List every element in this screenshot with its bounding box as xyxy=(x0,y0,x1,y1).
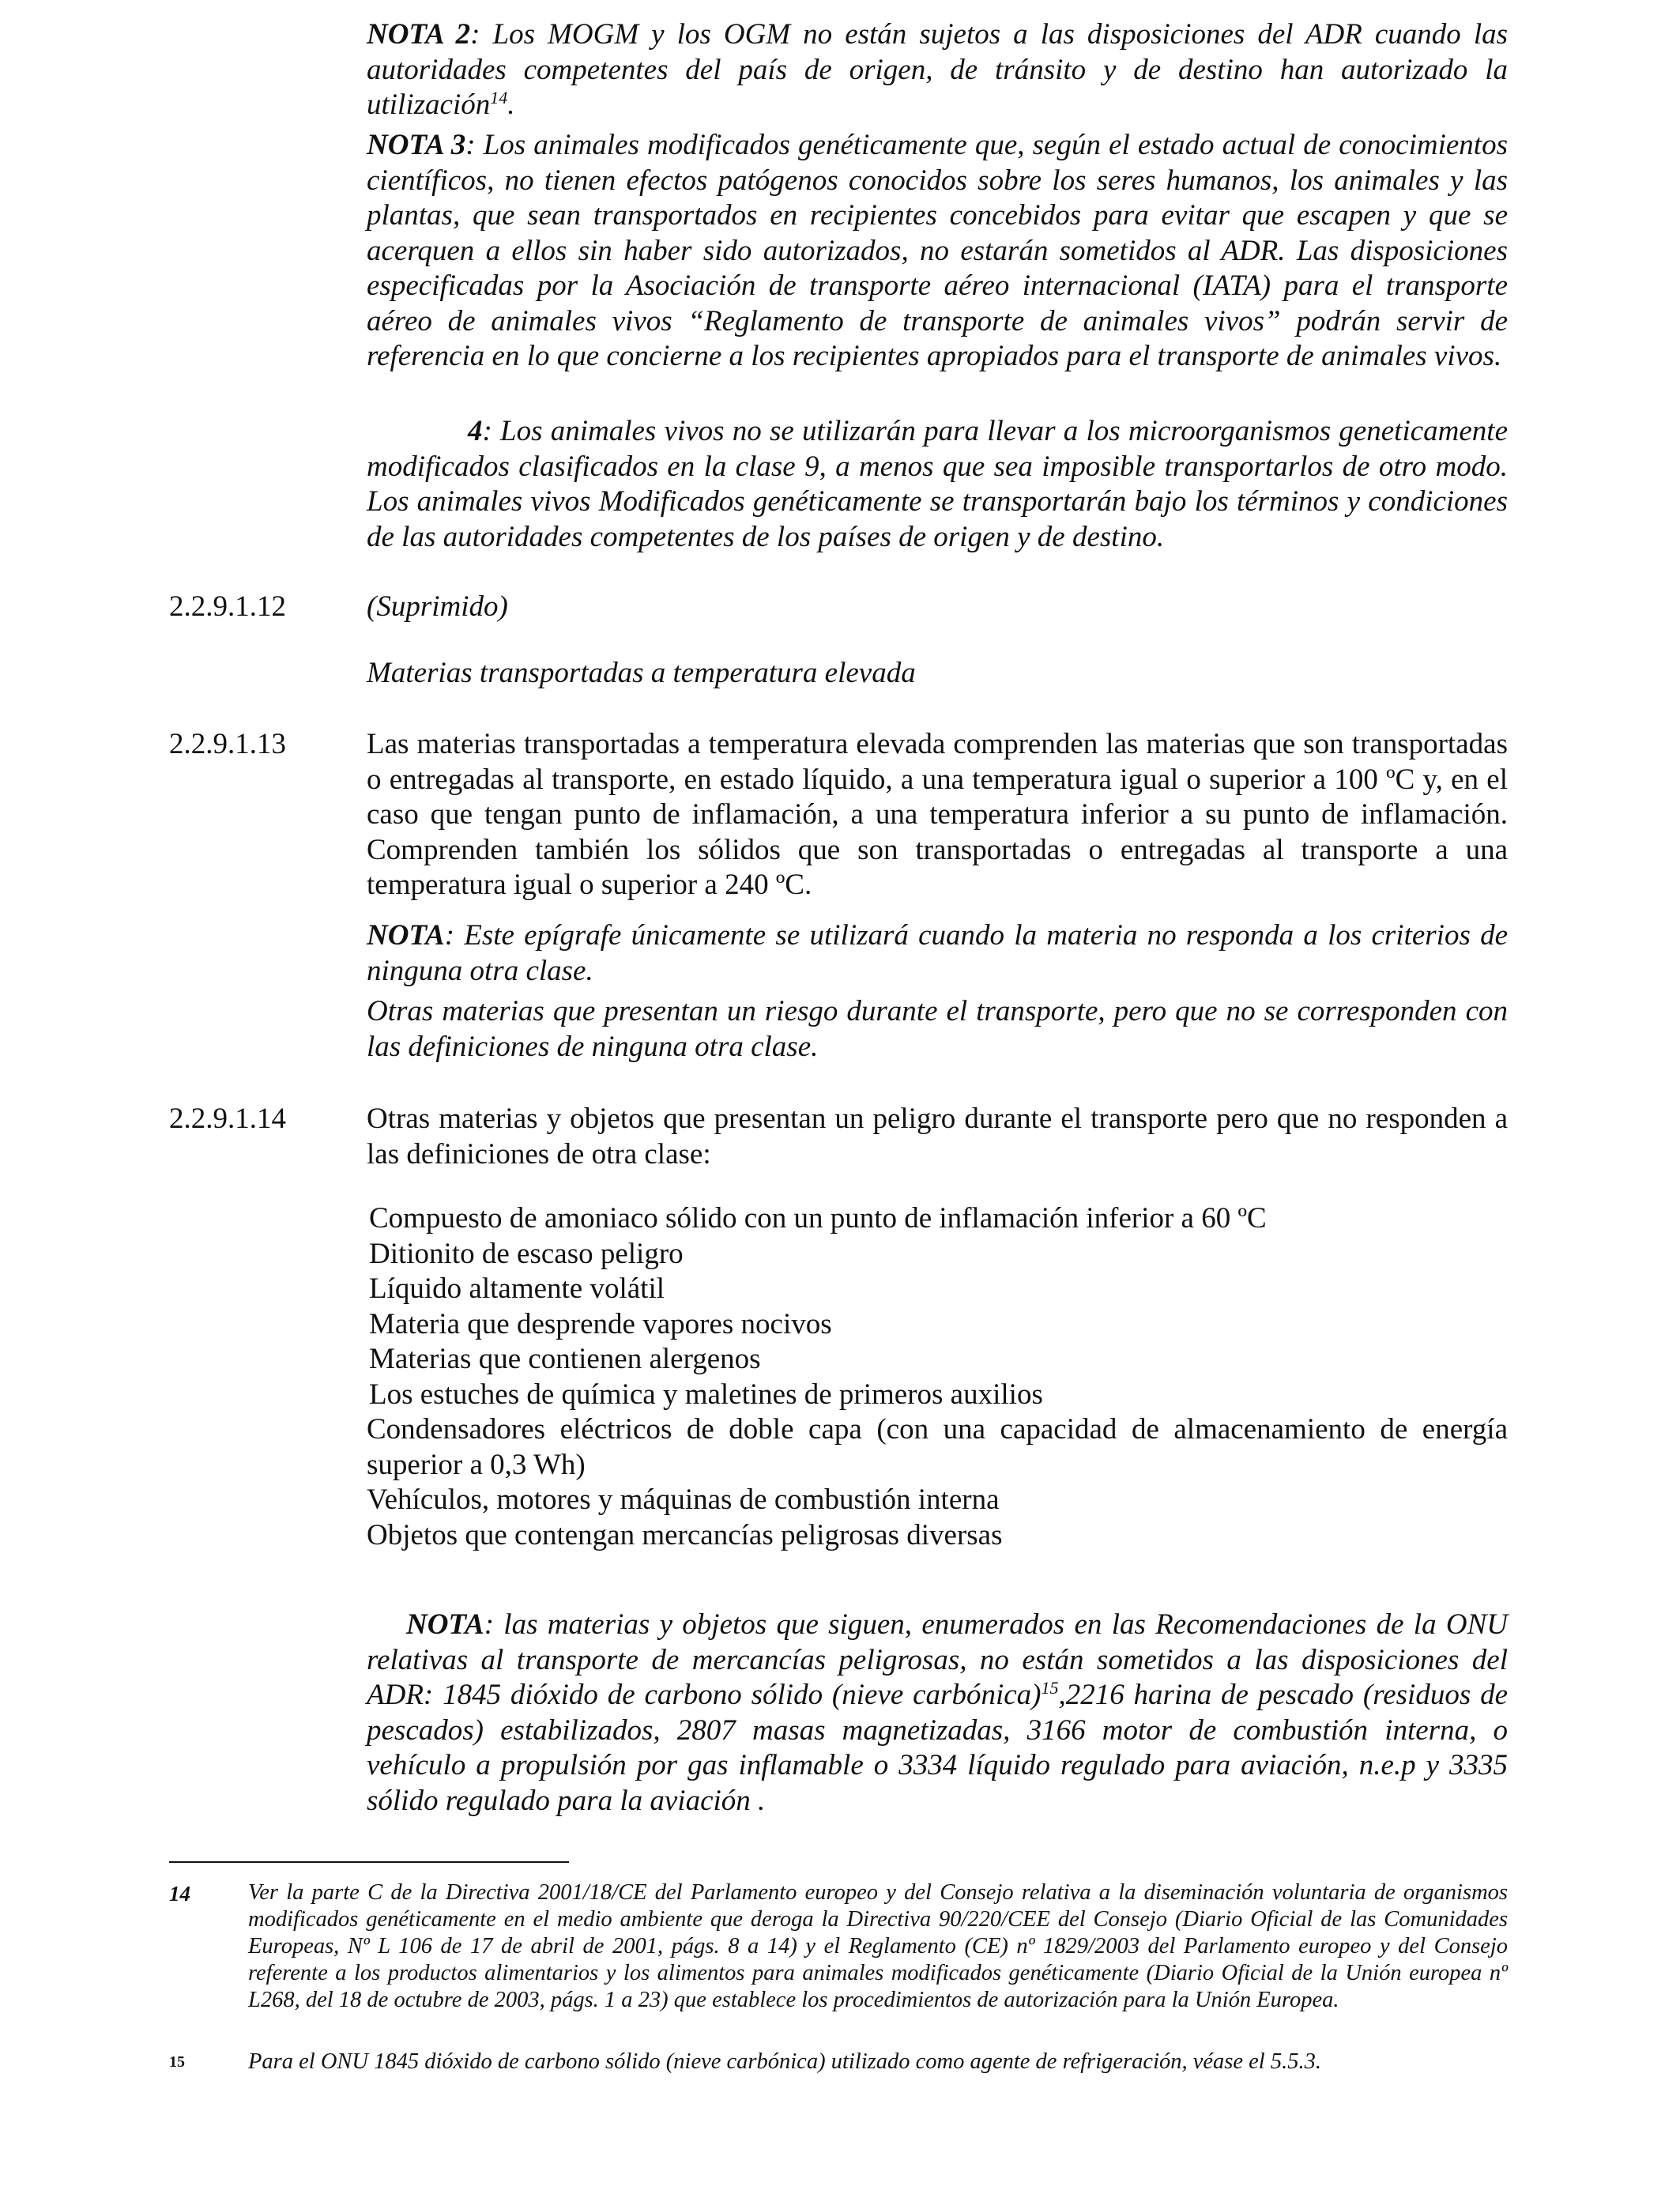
nota-13-label: NOTA xyxy=(367,919,445,952)
list-item: Líquido altamente volátil xyxy=(369,1272,665,1305)
nota-14 xyxy=(367,1608,1508,1819)
nota-2: NOTA 2: Los MOGM y los OGM no están sujetos a las disposiciones del ADR cuando las autoridades competentes del país de origen, de tránsito y de destino han autorizado la utilización$^{14}$. xyxy=(367,18,1508,121)
list-item: Compuesto de amoniaco sólido con un punto de inflamación inferior a 60 ºC xyxy=(369,1202,1267,1235)
nota-14-text-1: : las materias y objetos que siguen, enumerados en las Recomendaciones de la ONU relativas al transporte de mercancías peligrosas, no están sometidos a las disposiciones del ADR: 1845 dióxido de carbono sólido (nieve carbónica) xyxy=(367,1608,1508,1711)
heading-otras-materias: Otras materias que presentan un riesgo durante el transporte, pero que no se corresponden con las definiciones de ninguna otra clase. xyxy=(367,995,1508,1063)
list-item: Materias que contienen alergenos xyxy=(369,1343,761,1375)
section-number-12: 2.2.9.1.12 xyxy=(169,590,286,623)
nota-4 xyxy=(367,414,1508,555)
list-item: Los estuches de química y maletines de primeros auxilios xyxy=(369,1378,1043,1411)
list-item: Materia que desprende vapores nocivos xyxy=(369,1307,832,1340)
nota-4-label: 4 xyxy=(468,415,483,447)
section-number-14: 2.2.9.1.14 xyxy=(169,1103,286,1135)
footnote-14-text: Ver la parte C de la Directiva 2001/18/CE del Parlamento europeo y del Consejo relativa a la diseminación voluntaria de organismos modificados genéticamente en el medio ambiente que deroga la Directiva 90/220/CEE del Consejo (Diario Oficial de las Comunidades Europeas, Nº L 106 de 17 de abril de 2001, págs. 8 a 14) y el Reglamento (CE) nº 1829/2003 del Parlamento europeo y del Consejo referente a los productos alimentarios y los alimentos para animales modificados genéticamente (Diario Oficial de la Unión europea nº L268, del 18 de octubre de 2003, págs. 1 a 23) que establece los procedimientos de autorización para la Unión Europea. xyxy=(248,1880,1508,2012)
materias-list xyxy=(367,1201,1508,1553)
list-item: Condensadores eléctricos de doble capa (con una capacidad de almacenamiento de energía superior a 0,3 Wh) xyxy=(367,1413,1508,1481)
list-item: Objetos que contengan mercancías peligrosas diversas xyxy=(367,1518,1003,1551)
section-14-text: Otras materias y objetos que presentan un peligro durante el transporte pero que no responden a las definiciones de otra clase: xyxy=(367,1103,1508,1171)
nota-14-text-2: ,2216 harina de pescado (residuos de pescados) estabilizados, 2807 masas magnetizadas, 3166 motor de combustión interna, o vehículo a propulsión por gas inflamable o 3334 líquido regulado para aviación, n.e.p y 3335 sólido regulado para la aviación . xyxy=(367,1679,1508,1817)
footnote-ref-15[interactable]: 15 xyxy=(1041,1678,1059,1698)
section-number-13: 2.2.9.1.13 xyxy=(169,728,286,760)
nota-3-label: NOTA 3 xyxy=(367,129,466,161)
footnote-separator xyxy=(169,1861,569,1863)
nota-3-text: : Los animales modificados genéticamente que, según el estado actual de conocimientos científicos, no tienen efectos patógenos conocidos sobre los seres humanos, los animales y las plantas, que sean transportados en recipientes concebidos para evitar que escapen y que se acerquen a ellos sin haber sido autorizados, no estarán sometidos al ADR. Las disposiciones especificadas por la Asociación de transporte aéreo internacional (IATA) para el transporte aéreo de animales vivos “Reglamento de transporte de animales vivos” podrán servir de referencia en lo que concierne a los recipientes apropiados para el transporte de animales vivos. xyxy=(367,129,1508,372)
section-12-text: (Suprimido) xyxy=(367,590,508,623)
nota-4-text: : Los animales vivos no se utilizarán para llevar a los microorganismos geneticamente modificados clasificados en la clase 9, a menos que sea imposible transportarlos de otro modo. Los animales vivos Modificados genéticamente se transportarán bajo los términos y condiciones de las autoridades competentes de los países de origen y de destino. xyxy=(367,415,1508,553)
list-item: Ditionito de escaso peligro xyxy=(369,1237,684,1270)
footnote-15-text: Para el ONU 1845 dióxido de carbono sólido (nieve carbónica) utilizado como agente de refrigeración, véase el 5.5.3. xyxy=(248,2049,1321,2074)
footnote-number-14: 14 xyxy=(169,1882,190,1906)
footnote-number-15: 15 xyxy=(169,2053,185,2071)
nota-13-text: : Este epígrafe únicamente se utilizará cuando la materia no responda a los criterios de ninguna otra clase. xyxy=(367,919,1508,987)
nota-14-label: NOTA xyxy=(406,1608,484,1641)
list-item: Vehículos, motores y máquinas de combustión interna xyxy=(367,1483,1000,1516)
nota-2-label: NOTA 2 xyxy=(367,18,471,51)
footnote-ref-14[interactable]: 14 xyxy=(490,88,508,107)
nota-2-text: : Los MOGM y los OGM no están sujetos a las disposiciones del ADR cuando las autoridades competentes del país de origen, de tránsito y de destino han autorizado la utilización xyxy=(367,18,1508,121)
section-13-text: Las materias transportadas a temperatura elevada comprenden las materias que son transportadas o entregadas al transporte, en estado líquido, a una temperatura igual o superior a 100 ºC y, en el caso que tengan punto de inflamación, a una temperatura inferior a su punto de inflamación. Comprenden también los sólidos que son transportadas o entregadas al transporte a una temperatura igual o superior a 240 ºC. xyxy=(367,728,1508,901)
nota-3 xyxy=(367,128,1508,375)
heading-temperatura-elevada: Materias transportadas a temperatura elevada xyxy=(367,657,916,689)
nota-13 xyxy=(367,918,1508,989)
